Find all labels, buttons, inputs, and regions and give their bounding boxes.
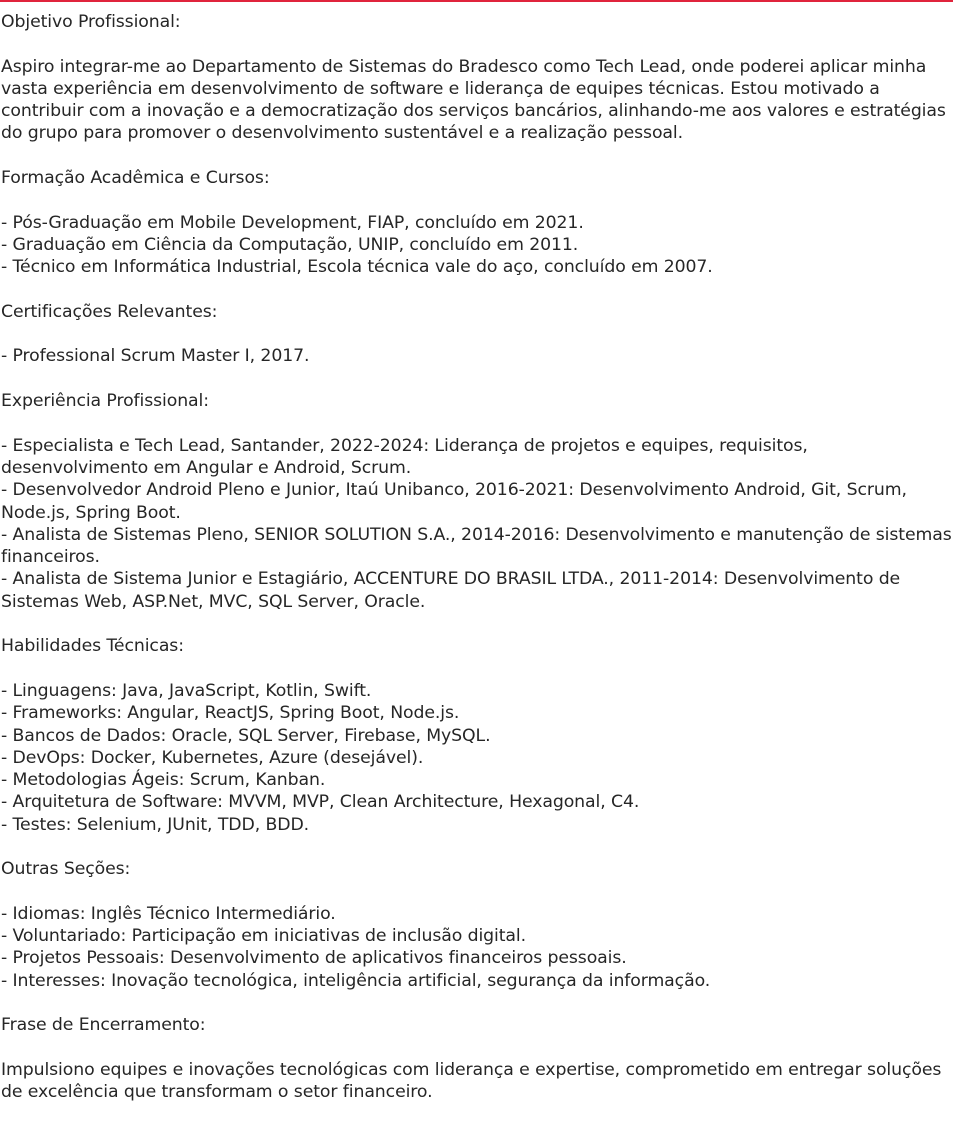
skills-section: [1, 635, 953, 836]
objective-heading: Objetivo Profissional:: [1, 12, 181, 32]
skill-item: - Frameworks: Angular, ReactJS, Spring Boot, Node.js.: [1, 703, 460, 724]
top-accent-rule: [0, 0, 953, 2]
experience-heading: Experiência Profissional:: [1, 391, 209, 412]
experience-item: - Especialista e Tech Lead, Santander, 2022-2024: Liderança de projetos e equipes, requisitos, desenvolvimento em Angular e Android, Scrum.: [1, 435, 808, 478]
closing-section: [1, 1014, 953, 1103]
other-item: - Projetos Pessoais: Desenvolvimento de aplicativos financeiros pessoais.: [1, 948, 627, 969]
education-item: - Graduação em Ciência da Computação, UNIP, concluído em 2011.: [1, 234, 579, 255]
other-heading: Outras Seções:: [1, 859, 131, 880]
experience-item: - Analista de Sistemas Pleno, SENIOR SOLUTION S.A., 2014-2016: Desenvolvimento e manutenção de sistemas financeiros.: [1, 524, 952, 568]
experience-item: - Desenvolvedor Android Pleno e Junior, Itaú Unibanco, 2016-2021: Desenvolvimento Android, Git, Scrum, Node.js, Spring Boot.: [1, 480, 907, 523]
certifications-section: [1, 301, 953, 368]
skill-item: - Bancos de Dados: Oracle, SQL Server, Firebase, MySQL.: [1, 725, 491, 746]
certifications-heading: Certificações Relevantes:: [1, 301, 218, 322]
objective-section: [1, 11, 953, 145]
other-item: - Idiomas: Inglês Técnico Intermediário.: [1, 903, 336, 924]
resume-document: [1, 11, 953, 1104]
experience-item: - Analista de Sistema Junior e Estagiário, ACCENTURE DO BRASIL LTDA., 2011-2014: Desenvolvimento de Sistemas Web, ASP.Net, MVC, SQL Server, Oracle.: [1, 569, 901, 612]
education-section: [1, 167, 953, 278]
skill-item: - Arquitetura de Software: MVVM, MVP, Clean Architecture, Hexagonal, C4.: [1, 792, 640, 813]
education-item: - Técnico em Informática Industrial, Escola técnica vale do aço, concluído em 2007.: [1, 257, 713, 278]
education-heading: Formação Acadêmica e Cursos:: [1, 168, 270, 189]
closing-text: Impulsiono equipes e inovações tecnológicas com liderança e expertise, comprometido em entregar soluções de excelência que transformam o setor financeiro.: [1, 1059, 942, 1103]
other-section: [1, 858, 953, 992]
experience-section: [1, 390, 953, 613]
skill-item: - Metodologias Ágeis: Scrum, Kanban.: [1, 770, 326, 791]
skill-item: - DevOps: Docker, Kubernetes, Azure (desejável).: [1, 747, 424, 768]
closing-heading: Frase de Encerramento:: [1, 1015, 206, 1036]
education-item: - Pós-Graduação em Mobile Development, FIAP, concluído em 2021.: [1, 212, 584, 233]
other-item: - Voluntariado: Participação em iniciativas de inclusão digital.: [1, 926, 527, 947]
objective-text: Aspiro integrar-me ao Departamento de Sistemas do Bradesco como Tech Lead, onde poderei aplicar minha vasta experiência em desenvolvimento de software e liderança de equipes técnicas. Estou motivado a contribuir com a inovação e a democratização dos serviços bancários, alinhando-me aos valores e estratégias do grupo para promover o desenvolvimento sustentável e a realização pessoal.: [1, 56, 946, 144]
certification-item: - Professional Scrum Master I, 2017.: [1, 346, 310, 367]
skills-heading: Habilidades Técnicas:: [1, 636, 184, 657]
skill-item: - Testes: Selenium, JUnit, TDD, BDD.: [1, 814, 310, 835]
other-item: - Interesses: Inovação tecnológica, inteligência artificial, segurança da informação.: [1, 970, 711, 991]
skill-item: - Linguagens: Java, JavaScript, Kotlin, Swift.: [1, 680, 372, 701]
